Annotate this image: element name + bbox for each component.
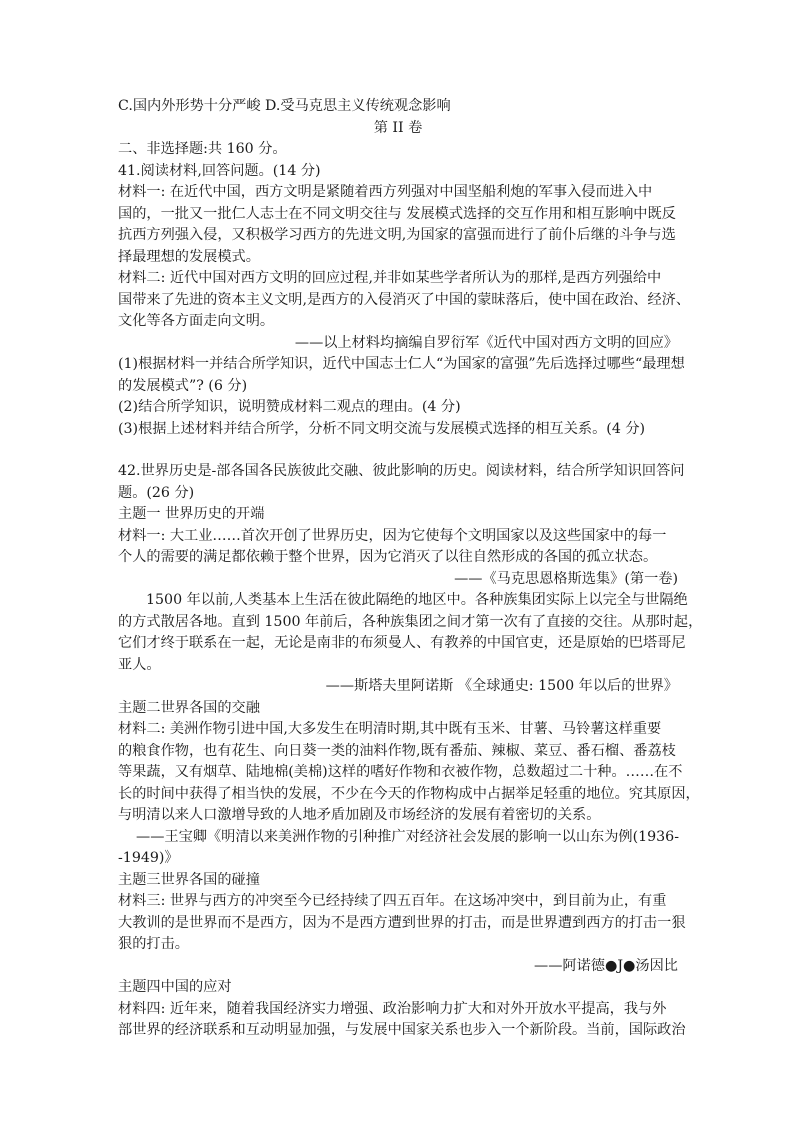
q42-material-3-source: ——阿诺德●J●汤因比	[534, 957, 678, 974]
q42-material-2-line-1: 材料二: 美洲作物引进中国,大多发生在明清时期,其中既有玉米、甘薯、马铃薯这样重要	[118, 721, 662, 737]
q41-sub-1-line-1: (1)根据材料一并结合所学知识，近代中国志士仁人“为国家的富强”先后选择过哪些“最理想	[118, 356, 685, 372]
q41-material-1-line-1: 材料一: 在近代中国，西方文明是紧随着西方列强对中国坚船利炮的军事入侵而进入中	[118, 184, 653, 200]
q41-sub-2: (2)结合所学知识，说明赞成材料二观点的理由。(4 分)	[118, 399, 461, 415]
q42-material-2-source-line-1: ——王宝卿《明清以来美洲作物的引种推广对经济社会发展的影响一以山东为例(1936-	[136, 828, 679, 845]
q41-material-1-line-3: 抗西方列强入侵，又积极学习西方的先进文明,为国家的富强而进行了前仆后继的斗争与选	[118, 227, 676, 243]
q42-material-2-line-4: 长的时间中获得了相当快的发展，不少在今天的作物构成中占据举足轻重的地位。究其原因，	[118, 785, 700, 802]
theme-3-heading: 主题三世界各国的碰撞	[118, 871, 260, 888]
q42-material-2-line-3: 等果蔬，又有烟草、陆地棉(美棉)这样的嗜好作物和衣被作物，总数超过二十种。……在不	[118, 764, 683, 780]
q41-sub-3: (3)根据上述材料并结合所学，分析不同文明交流与发展模式选择的相互关系。(4 分)	[118, 420, 646, 437]
q42-material-2-line-2: 的粮食作物，也有花生、向日葵一类的油料作物,既有番茄、辣椒、菜豆、番石榴、番荔枝	[118, 742, 676, 759]
q41-sub-1-line-2: 的发展模式”? (6 分)	[118, 377, 248, 394]
option-line-cd: C.国内外形势十分严峻 D.受马克思主义传统观念影响	[118, 98, 451, 114]
q42-quote-line-1: 1500 年以前,人类基本上生活在彼此隔绝的地区中。各种族集团实际上以完全与世隔绝	[146, 592, 688, 608]
q42-material-2-source-line-2: -1949)》	[118, 850, 179, 866]
theme-2-heading: 主题二世界各国的交融	[118, 699, 260, 716]
q42-quote-line-4: 亚人。	[118, 656, 161, 673]
theme-4-heading: 主题四中国的应对	[118, 979, 232, 995]
section-heading-non-choice: 二、非选择题:共 160 分。	[118, 141, 287, 157]
theme-1-heading: 主题一 世界历史的开端	[118, 506, 265, 522]
q42-material-3-line-3: 狠的打击。	[118, 936, 189, 952]
q42-material-1-line-2: 个人的需要的满足都依赖于整个世界，因为它消灭了以往自然形成的各国的孤立状态。	[118, 549, 658, 565]
q41-material-1-line-4: 择最理想的发展模式。	[118, 248, 260, 265]
spacer	[118, 440, 678, 461]
exam-page	[118, 96, 703, 1042]
q42-material-4-line-1: 材料四: 近年来，随着我国经济实力增强、政治影响力扩大和对外开放水平提高，我与外	[118, 1000, 667, 1017]
question-41-title: 41.阅读材料,回答问题。(14 分)	[118, 162, 321, 179]
q41-source: ——以上材料均摘编自罗衍军《近代中国对西方文明的回应》	[294, 334, 678, 351]
q42-material-3-line-1: 材料三: 世界与西方的冲突至今已经持续了四五百年。在这场冲突中，到目前为止，有重	[118, 893, 667, 909]
question-42-title-line-1: 42.世界历史是-部各国各民族彼此交融、彼此影响的历史。阅读材料，结合所学知识回答问	[118, 463, 685, 479]
q42-material-4-line-2: 部世界的经济联系和互动明显加强，与发展中国家关系也步入一个新阶段。当前，国际政治	[118, 1022, 686, 1038]
q42-quote-source: ——斯塔夫里阿诺斯 《全球通史: 1500 年以后的世界》	[325, 678, 678, 694]
section-title-volume-2: 第 II 卷	[373, 119, 423, 136]
q41-material-2-line-1: 材料二: 近代中国对西方文明的回应过程,并非如某些学者所认为的那样,是西方列强给中	[118, 270, 662, 286]
q42-quote-line-3: 它们才终于联系在一起，无论是南非的布须曼人、有教养的中国官吏，还是原始的巴塔哥尼	[118, 635, 686, 651]
q42-material-1-line-1: 材料一: 大工业……首次开创了世界历史，因为它使每个文明国家以及这些国家中的每一	[118, 527, 667, 544]
q42-quote-line-2: 的方式散居各地。直到 1500 年前后，各种族集团之间才第一次有了直接的交往。从那时起，	[118, 613, 703, 630]
q42-material-2-line-5: 与明清以来人口激增导致的人地矛盾加剧及市场经济的发展有着密切的关系。	[118, 807, 601, 823]
q42-material-3-line-2: 大教训的是世界而不是西方，因为不是西方遭到世界的打击，而是世界遭到西方的打击一狠	[118, 914, 686, 931]
question-42-title-line-2: 题。(26 分)	[118, 484, 195, 501]
q41-material-2-line-2: 国带来了先进的资本主义文明,是西方的入侵消灭了中国的蒙昧落后，使中国在政治、经济、	[118, 291, 691, 308]
q42-material-1-source: ——《马克思恩格斯选集》(第一卷)	[454, 570, 678, 587]
q41-material-2-line-3: 文化等各方面走向文明。	[118, 313, 275, 329]
q41-material-1-line-2: 国的，一批又一批仁人志士在不同文明交往与 发展模式选择的交互作用和相互影响中既反	[118, 205, 676, 222]
